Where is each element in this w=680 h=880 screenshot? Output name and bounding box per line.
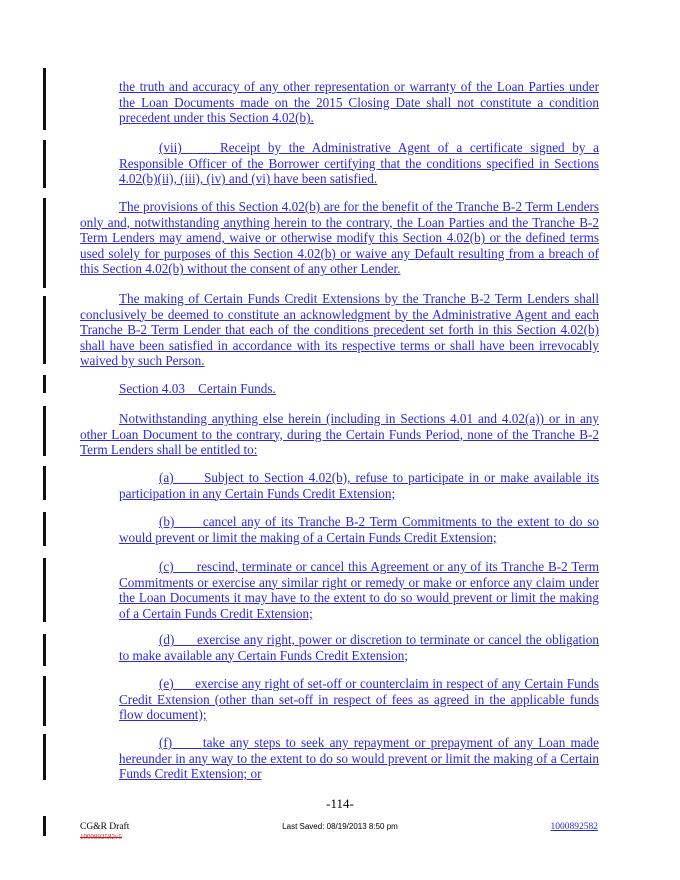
clause-number: (vii) <box>159 140 182 155</box>
paragraph-continuation: the truth and accuracy of any other representation or warranty of the Loan Parties under the Loan Documents made on the 2015 Closing Date shall not constitute a condition precedent under this Section 4.02(b). <box>119 79 599 126</box>
change-bar <box>43 558 46 622</box>
footer-draft-text: CG&R Draft <box>80 822 130 832</box>
change-bar <box>43 258 46 288</box>
paragraph-notwithstanding: Notwithstanding anything else herein (including in Sections 4.01 and 4.02(a)) or in any other Loan Document to the contrary, during the Certain Funds Period, none of the Tranche B-2 Term Lenders shall be entitled to: <box>80 411 599 458</box>
clause-e <box>119 676 599 723</box>
change-bar <box>43 140 46 188</box>
change-bar <box>43 816 46 836</box>
clause-f <box>119 735 599 782</box>
clause-number: (e) <box>159 676 174 691</box>
change-bar <box>43 512 46 546</box>
paragraph-certain-funds-extensions: The making of Certain Funds Credit Extensions by the Tranche B-2 Term Lenders shall conclusively be deemed to constitute an acknowledgment by the Administrative Agent and each Tranche B-2 Term Lender that each of the conditions precedent set forth in this Section 4.02(b) shall have been satisfied in accordance with its respective terms or shall have been irrevocably waived by such Person. <box>80 291 599 369</box>
change-bar <box>43 406 46 456</box>
change-bar <box>43 466 46 500</box>
clause-d <box>119 632 599 663</box>
clause-number: (d) <box>159 632 175 647</box>
clause-text: exercise any right, power or discretion to terminate or cancel the obligation to make available any Certain Funds Credit Extension; <box>119 632 599 663</box>
change-bar <box>43 296 46 364</box>
clause-text: Subject to Section 4.02(b), refuse to participate in or make available its participation in any Certain Funds Credit Extension; <box>119 470 599 501</box>
change-bar <box>43 68 46 130</box>
clause-c <box>119 559 599 621</box>
footer-deleted-doc-id: 1000892582v5 <box>80 833 122 841</box>
clause-text: exercise any right of set-off or counterclaim in respect of any Certain Funds Credit Extension (other than set-off in respect of fees as agreed in the applicable funds flow document); <box>119 676 599 723</box>
change-bar <box>43 375 46 393</box>
section-heading <box>119 381 519 397</box>
change-bar <box>43 734 46 780</box>
change-bar <box>43 676 46 726</box>
section-title: Certain Funds. <box>198 381 276 396</box>
clause-a <box>119 470 599 501</box>
footer-draft-label <box>80 822 129 841</box>
change-bar <box>43 634 46 666</box>
clause-text: Receipt by the Administrative Agent of a certificate signed by a Responsible Officer of the Borrower certifying that the conditions specified in Sections 4.02(b)(ii), (iii), (iv) and (vi) have been satisfied. <box>119 140 599 187</box>
clause-text: rescind, terminate or cancel this Agreement or any of its Tranche B-2 Term Commitments or exercise any similar right or remedy or make or enforce any claim under the Loan Documents it may have to the extent to do so would prevent or limit the making of a Certain Funds Credit Extension; <box>119 559 599 621</box>
clause-vii <box>119 140 599 187</box>
paragraph-provisions: The provisions of this Section 4.02(b) are for the benefit of the Tranche B-2 Term Lenders only and, notwithstanding anything herein to the contrary, the Loan Parties and the Tranche B-2 Term Lenders may amend, waive or otherwise modify this Section 4.02(b) or the defined terms used solely for purposes of this Section 4.02(b) or waive any Default resulting from a breach of this Section 4.02(b) without the consent of any other Lender. <box>80 199 599 277</box>
clause-text: take any steps to seek any repayment or prepayment of any Loan made hereunder in any way to the extent to do so would prevent or limit the making of a Certain Funds Credit Extension; or <box>119 735 600 782</box>
clause-number: (c) <box>159 559 174 574</box>
clause-number: (b) <box>159 514 175 529</box>
clause-b <box>119 514 599 545</box>
footer-last-saved: Last Saved: 08/19/2013 8:50 pm <box>282 822 398 831</box>
page-number: -114- <box>326 796 354 811</box>
section-number: Section 4.03 <box>119 381 185 396</box>
clause-number: (a) <box>159 470 174 485</box>
clause-text: cancel any of its Tranche B-2 Term Commitments to the extent to do so would prevent or limit the making of a Certain Funds Credit Extension; <box>119 514 599 545</box>
clause-number: (f) <box>159 735 173 750</box>
footer-doc-id: 1000892582 <box>550 822 598 832</box>
